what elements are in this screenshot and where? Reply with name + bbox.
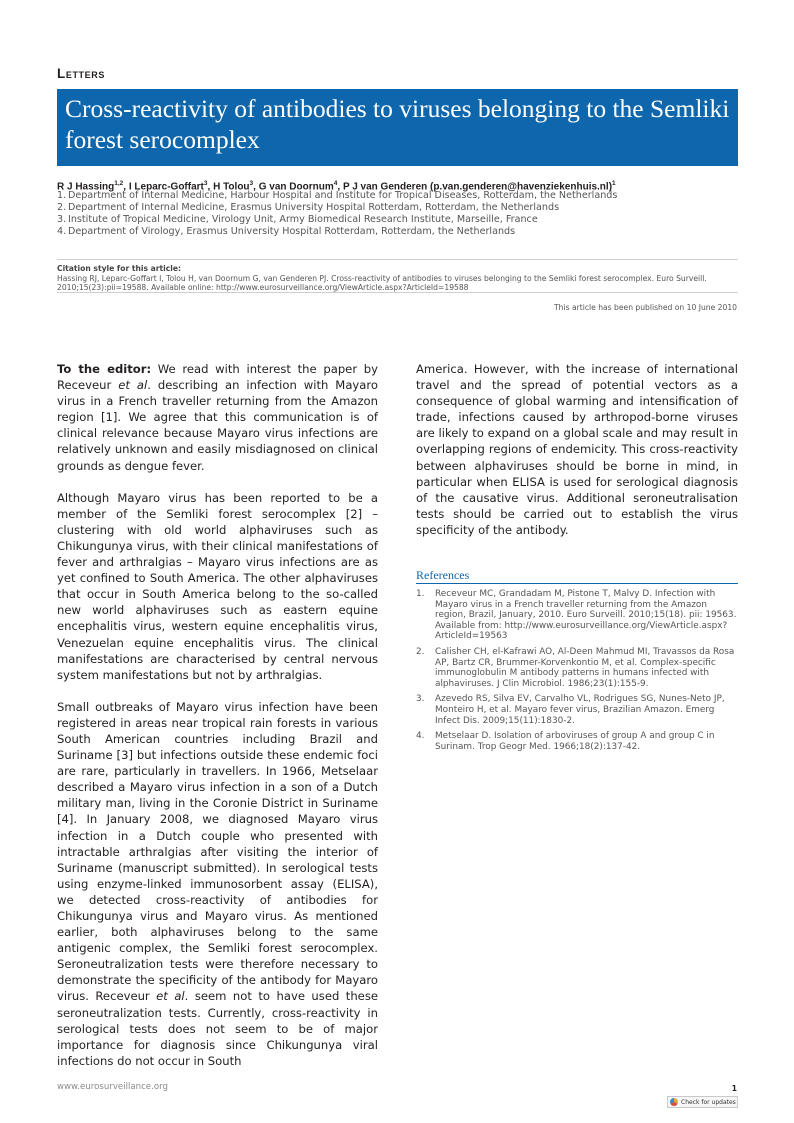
page-number: 1 xyxy=(731,1084,737,1093)
author-affil-ref: 1 xyxy=(612,180,616,187)
check-updates-label: Check for updates xyxy=(681,1098,736,1106)
body-paragraph-continued: America. However, with the increase of international travel and the spread of potential vectors as a consequence of global warming and intensification of trade, infections caused by arthropod-borne viruses are likely to expand on a global scale and may result in overlapping regions of endemicity. This cross-reactivity between alphaviruses should be borne in mind, in particular when ELISA is used for serological diagnosis of the causative virus. Additional seroneutralisation tests should be carried out to establish the virus specificity of the antibody. xyxy=(416,362,738,537)
reference-text: Calisher CH, el-Kafrawi AO, Al-Deen Mahmud MI, Travassos da Rosa AP, Bartz CR, Brummer-Korvenkontio M, et al. Complex-specific immunoglobulin M antibody patterns in humans infected with alphaviruses. J Clin Microbiol. 1986;23(1):155-9. xyxy=(435,646,735,689)
reference-text: Receveur MC, Grandadam M, Pistone T, Malvy D. Infection with Mayaro virus in a French traveller returning from the Amazon region, Brazil, January, 2010. Euro Surveill. 2010;15(18). pii: 19563. Available from: http://www.eurosurveillance.org/ViewArticle.aspx?ArticleId=19563 xyxy=(435,589,737,642)
affiliation-list xyxy=(57,190,747,238)
published-date: This article has been published on 10 June 2010 xyxy=(554,303,737,312)
affiliation-number: 4. xyxy=(57,226,67,237)
body-column-right xyxy=(416,361,738,554)
affiliation-number: 2. xyxy=(57,202,67,213)
reference-number: 1. xyxy=(416,589,425,599)
author-name: G van Doornum xyxy=(258,181,334,193)
article-title: Cross-reactivity of antibodies to viruses belonging to the Semliki forest serocomplex xyxy=(65,94,730,154)
reference-number: 3. xyxy=(416,694,425,705)
reference-number: 2. xyxy=(416,646,425,657)
reference-item xyxy=(416,731,738,752)
author-affil-ref: 1,2 xyxy=(114,180,124,187)
affiliation-text: Institute of Tropical Medicine, Virology Unit, Army Biomedical Research Institute, Marseille, France xyxy=(68,214,538,225)
body-italic: et al xyxy=(118,378,148,393)
reference-text: Metselaar D. Isolation of arboviruses of group A and group C in Surinam. Trop Geogr Med. 1966;18(2):137-42. xyxy=(435,731,715,752)
check-updates-icon xyxy=(670,1098,678,1106)
reference-item xyxy=(416,589,738,642)
body-column-left xyxy=(57,361,378,1085)
affiliation-text: Department of Internal Medicine, Erasmus University Hospital Rotterdam, Rotterdam, the Netherlands xyxy=(68,202,560,213)
reference-text: Azevedo RS, Silva EV, Carvalho VL, Rodrigues SG, Nunes-Neto JP, Monteiro H, et al. Mayaro fever virus, Brazilian Amazon. Emerg Infect Dis. 2009;15(11):1830-2. xyxy=(435,694,725,726)
body-italic: et al xyxy=(156,989,185,1004)
affiliation-item xyxy=(57,214,747,226)
divider xyxy=(57,292,738,293)
author-affil-ref: 3 xyxy=(249,180,254,187)
reference-number: 4. xyxy=(416,731,425,742)
title-banner xyxy=(57,89,738,166)
references-divider xyxy=(416,583,738,584)
author-affil-ref: 3 xyxy=(203,180,208,187)
references-heading: References xyxy=(416,568,470,582)
author-name: H Tolou xyxy=(213,181,250,193)
lead-in: To the editor: xyxy=(57,362,152,376)
body-paragraph: Although Mayaro virus has been reported to be a member of the Semliki forest serocomplex [2] – clustering with old world alphaviruses such as Chikungunya virus, with their clinical manifestations of fever and arthralgias – Mayaro virus infections are as yet confined to South America. The other alphaviruses that occur in South America belong to the so-called new world alphaviruses such as eastern equine encephalitis virus, western equine encephalitis virus, Venezuelan equine encephalitis virus. The clinical manifestations are characterised by central nervous system manifestations but not by arthralgias. xyxy=(57,490,378,682)
affiliation-item xyxy=(57,226,747,238)
author-name: I Leparc-Goffart xyxy=(128,181,204,193)
section-label: Letters xyxy=(57,66,105,81)
author-line: R J Hassing$^{1,2}$, I Leparc-Goffart$^3$, H Tolou$^3$, G van Doornum$^4$, P J van Genderen (p.van.genderen@havenziekenhuis.nl)$^1$ xyxy=(57,180,616,193)
citation-block xyxy=(57,264,747,293)
affiliation-item xyxy=(57,190,747,202)
affiliation-number: 1. xyxy=(57,190,67,201)
divider xyxy=(57,259,738,260)
affiliation-text: Department of Internal Medicine, Harbour Hospital and Institute for Tropical Diseases, Rotterdam, the Netherlands xyxy=(68,190,618,201)
affiliation-item xyxy=(57,202,747,214)
body-text: We read with interest the paper by Receveur xyxy=(57,362,378,393)
reference-list xyxy=(416,589,738,757)
affiliation-text: Department of Virology, Erasmus University Hospital Rotterdam, Rotterdam, the Netherlands xyxy=(68,226,516,237)
body-paragraph xyxy=(57,361,378,474)
body-text: . seem not to have used these seroneutralization tests. Currently, cross-reactivity in serological tests does not seem to be of major importance for diagnosis since Chikungunya viral infections do not occur in South xyxy=(57,989,378,1068)
affiliation-number: 3. xyxy=(57,214,67,225)
check-updates-button[interactable] xyxy=(667,1096,738,1108)
footer-url[interactable]: www.eurosurveillance.org xyxy=(57,1082,168,1092)
citation-text: Hassing RJ, Leparc-Goffart I, Tolou H, van Doornum G, van Genderen PJ. Cross-reactivity of antibodies to viruses belonging to the Semliki forest serocomplex. Euro Surveill. 2010;15(23):pii=19588. Available online: http://www.eurosurveillance.org/ViewArticle.aspx?ArticleId=19588 xyxy=(57,273,707,292)
body-paragraph xyxy=(57,699,378,1069)
author-name: R J Hassing xyxy=(57,181,115,193)
citation-heading: Citation style for this article: xyxy=(57,264,182,273)
reference-item xyxy=(416,647,738,689)
author-name-corresponding: P J van Genderen (p.van.genderen@havenziekenhuis.nl) xyxy=(342,181,613,193)
body-text: Small outbreaks of Mayaro virus infection have been registered in areas near tropical rain forests in various South American countries including Brazil and Suriname [3] but infections outside these endemic foci are rare, particularly in travellers. In 1966, Metselaar described a Mayaro virus infection in a son of a Dutch military man, living in the Coronie District in Suriname [4]. In January 2008, we diagnosed Mayaro virus infection in a Dutch couple who presented with intractable arthralgias after visiting the interior of Suriname (manuscript submitted). In serological tests using enzyme-linked immunosorbent assay (ELISA), we detected cross-reactivity of antibodies for Chikungunya virus and Mayaro virus. As mentioned earlier, both alphaviruses belong to the same antigenic complex, the Semliki forest serocomplex. Seroneutralization tests were therefore necessary to demonstrate the specificity of the antibody for Mayaro virus. Receveur xyxy=(57,699,378,1004)
reference-item xyxy=(416,694,738,726)
author-affil-ref: 4 xyxy=(333,180,338,187)
body-text: . describing an infection with Mayaro virus in a French traveller returning from the Amazon region [1]. We agree that this communication is of clinical relevance because Mayaro virus infections are relatively unknown and easily misdiagnosed on clinical grounds as dengue fever. xyxy=(57,378,378,473)
